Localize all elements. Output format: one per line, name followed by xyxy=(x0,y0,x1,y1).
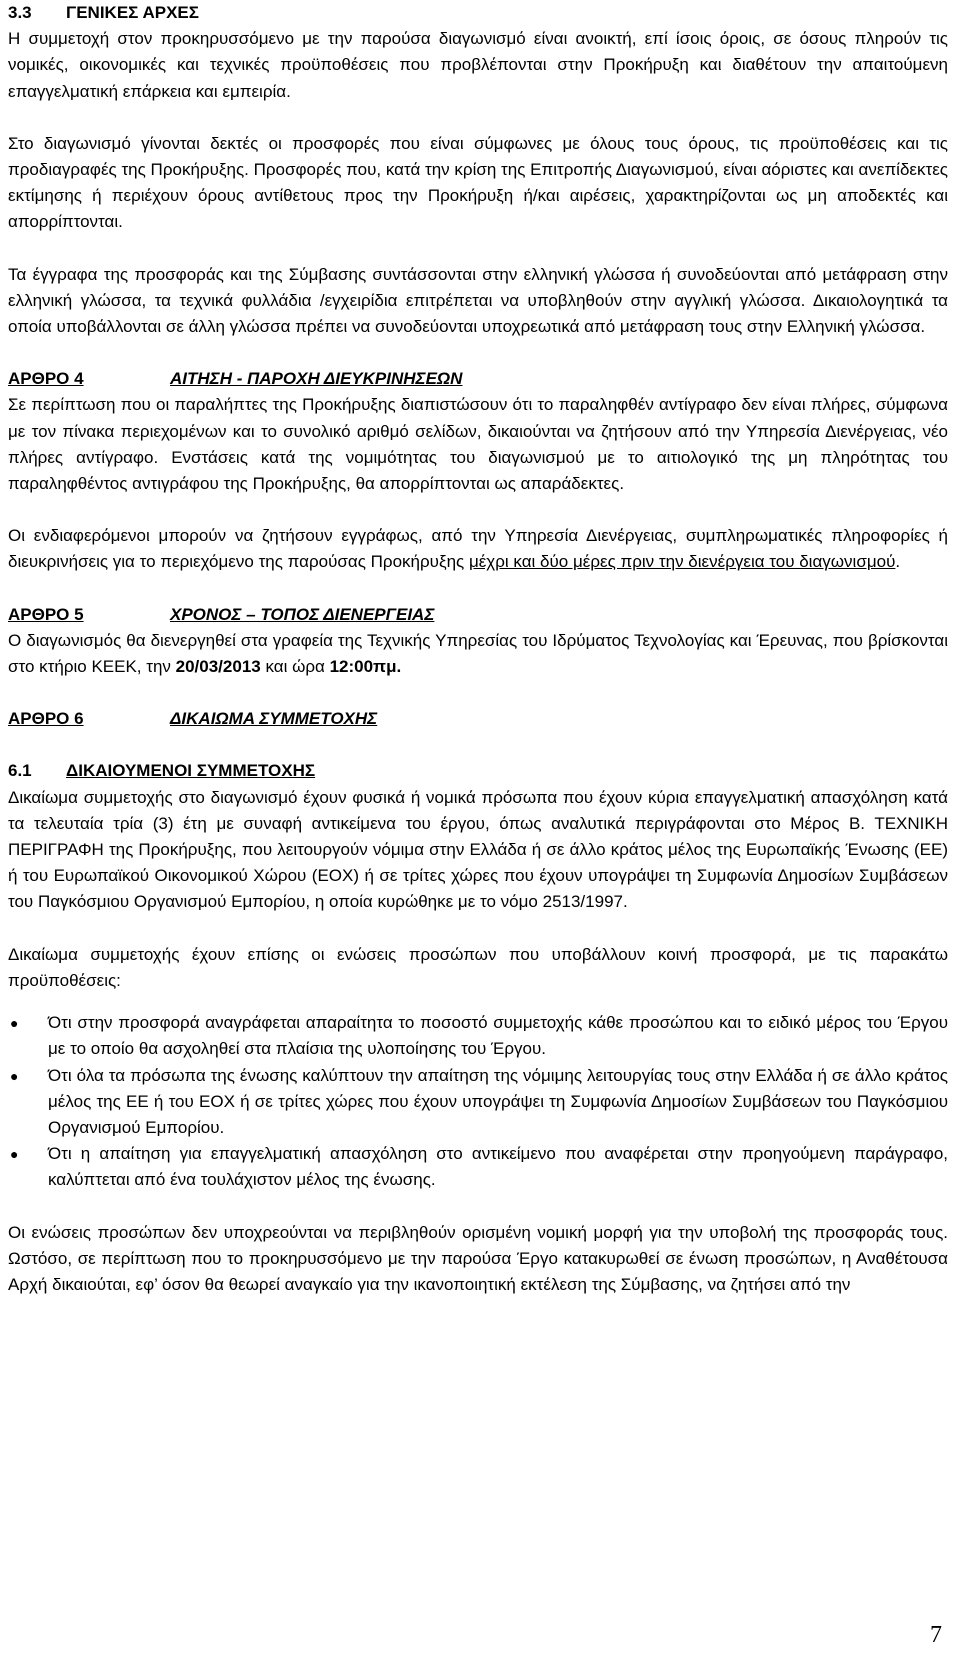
bullet-icon: ● xyxy=(10,1146,19,1163)
section-title: ΔΙΚΑΙΟΥΜΕΝΟΙ ΣΥΜΜΕΤΟΧΗΣ xyxy=(66,761,316,781)
section-heading xyxy=(8,758,948,784)
article-title: ΧΡΟΝΟΣ – ΤΟΠΟΣ ΔΙΕΝΕΡΓΕΙΑΣ xyxy=(170,604,435,624)
article-title: ΑΙΤΗΣΗ - ΠΑΡΟΧΗ ΔΙΕΥΚΡΙΝΗΣΕΩΝ xyxy=(170,369,463,389)
bullet-icon: ● xyxy=(10,1015,19,1032)
section-number: 6.1 xyxy=(8,761,32,781)
document-page xyxy=(8,0,948,1298)
paragraph: Σε περίπτωση που οι παραλήπτες της Προκήρυξης διαπιστώσουν ότι το παραληφθέν αντίγραφο δεν είναι πλήρες, σύμφωνα με τον πίνακα περιεχομένων και το συνολικό αριθμό σελίδων, δικαιούνται να ζητήσουν από την Υπηρεσία Διενέργειας, νέο πλήρες αντίγραφο. Ενστάσεις κατά της νομιμότητας του διαγωνισμού με το αιτιολογικό της μη πληρότητας του παραληφθέντος αντιγράφου της Προκήρυξης, θα απορρίπτονται ως απαράδεκτες. xyxy=(8,395,948,494)
bullet-icon: ● xyxy=(10,1067,19,1084)
paragraph: Ο διαγωνισμός θα διενεργηθεί στα γραφεία της Τεχνικής Υπηρεσίας του Ιδρύματος Τεχνολογίας και Έρευνας, που βρίσκονται στο κτήριο ΚΕΕΚ, την 20/03/2013 και ώρα 12:00πμ. xyxy=(8,630,948,677)
deadline-text: μέχρι και δύο μέρες πριν την διενέργεια του διαγωνισμού xyxy=(468,552,896,572)
conditions-list xyxy=(8,1010,948,1193)
section-number: 3.3 xyxy=(8,3,32,22)
article-label: ΑΡΘΡΟ 6 xyxy=(8,709,84,729)
paragraph: Η συμμετοχή στον προκηρυσσόμενο με την παρούσα διαγωνισμό είναι ανοικτή, επί ίσοις όροις, σε όσους πληρούν τις νομικές, οικονομικές και τεχνικές προϋποθέσεις που προβλέπονται στην Προκήρυξη και διαθέτουν την απαιτούμενη επαγγελματική επάρκεια και εμπειρία. xyxy=(8,29,948,101)
list-item: ● Ότι στην προσφορά αναγράφεται απαραίτητα το ποσοστό συμμετοχής κάθε προσώπου και το ειδικό μέρος του Έργου με το οποίο θα ασχοληθεί στα πλαίσια της υλοποίησης του Έργου. xyxy=(8,1010,948,1062)
section-title: ΓΕΝΙΚΕΣ ΑΡΧΕΣ xyxy=(66,3,199,22)
page-number: 7 xyxy=(930,1622,942,1648)
article-heading xyxy=(8,602,948,628)
list-item: ● Ότι η απαίτηση για επαγγελματική απασχόληση στο αντικείμενο που αναφέρεται στην προηγούμενη παράγραφο, καλύπτεται από ένα τουλάχιστον μέλος της ένωσης. xyxy=(8,1141,948,1193)
article-heading xyxy=(8,366,948,392)
paragraph: Οι ενώσεις προσώπων δεν υποχρεούνται να περιβληθούν ορισμένη νομική μορφή για την υποβολή της προσφοράς τους. Ωστόσο, σε περίπτωση που το προκηρυσσόμενο με την παρούσα Έργο κατακυρωθεί σε ένωση προσώπων, η Αναθέτουσα Αρχή δικαιούται, εφ’ όσον θα θεωρεί αναγκαίο για την ικανοποιητική εκτέλεση της Σύμβασης, να ζητήσει από την xyxy=(8,1222,948,1294)
paragraph: Οι ενδιαφερόμενοι μπορούν να ζητήσουν εγγράφως, από την Υπηρεσία Διενέργειας, συμπληρωματικές πληροφορίες ή διευκρινήσεις για το περιεχόμενο της παρούσας Προκήρυξης μέχρι και δύο μέρες πριν την διενέργεια του διαγωνισμού. xyxy=(8,526,948,572)
section-heading xyxy=(8,0,948,26)
paragraph: Δικαίωμα συμμετοχής στο διαγωνισμό έχουν φυσικά ή νομικά πρόσωπα που έχουν κύρια επαγγελματική απασχόληση κατά τα τελευταία τρία (3) έτη με συναφή αντικείμενα του έργου, όπως αναλυτικά περιγράφονται στο Μέρος Β. ΤΕΧΝΙΚΗ ΠΕΡΙΓΡΑΦΗ της Προκήρυξης, που λειτουργούν νόμιμα στην Ελλάδα ή σε άλλο κράτος μέλος της Ευρωπαϊκής Ένωσης (ΕΕ) ή του Ευρωπαϊκού Οικονομικού Χώρου (ΕΟΧ) ή σε τρίτες χώρες που έχουν υπογράψει τη Συμφωνία Δημοσίων Συμβάσεων του Παγκόσμιου Οργανισμού Εμπορίου, η οποία κυρώθηκε με το νόμο 2513/1997. xyxy=(8,787,948,912)
article-heading xyxy=(8,706,948,732)
list-item: ● Ότι όλα τα πρόσωπα της ένωσης καλύπτουν την απαίτηση της νόμιμης λειτουργίας τους στην Ελλάδα ή σε άλλο κράτος μέλος της ΕΕ ή του ΕΟΧ ή σε τρίτες χώρες που έχουν υπογράψει τη Συμφωνία Δημοσίων Συμβάσεων του Παγκόσμιου Οργανισμού Εμπορίου. xyxy=(8,1063,948,1142)
article-label: ΑΡΘΡΟ 5 xyxy=(8,604,84,624)
paragraph: Τα έγγραφα της προσφοράς και της Σύμβασης συντάσσονται στην ελληνική γλώσσα ή συνοδεύονται από μετάφραση στην ελληνική γλώσσα, τα τεχνικά φυλλάδια /εγχειρίδια επιτρέπεται να υποβληθούν στην αγγλική γλώσσα. Δικαιολογητικά τα οποία υποβάλλονται σε άλλη γλώσσα πρέπει να συνοδεύονται υποχρεωτικά από μετάφραση τους στην Ελληνική γλώσσα. xyxy=(8,264,948,337)
tender-date: 20/03/2013 xyxy=(175,657,261,677)
paragraph: Δικαίωμα συμμετοχής έχουν επίσης οι ενώσεις προσώπων που υποβάλλουν κοινή προσφορά, με τις παρακάτω προϋποθέσεις: xyxy=(8,944,948,990)
tender-time: 12:00πμ. xyxy=(329,657,402,677)
article-title: ΔΙΚΑΙΩΜΑ ΣΥΜΜΕΤΟΧΗΣ xyxy=(170,709,378,729)
paragraph: Στο διαγωνισμό γίνονται δεκτές οι προσφορές που είναι σύμφωνες με όλους τους όρους, τις προϋποθέσεις και τις προδιαγραφές της Προκήρυξης. Προσφορές που, κατά την κρίση της Επιτροπής Διαγωνισμού, είναι αόριστες και ανεπίδεκτες εκτίμησης ή περιέχουν όρους αντίθετους προς την Προκήρυξη ή/και αιρέσεις, χαρακτηρίζονται ως μη αποδεκτές και απορρίπτονται. xyxy=(8,133,948,232)
article-label: ΑΡΘΡΟ 4 xyxy=(8,369,84,389)
